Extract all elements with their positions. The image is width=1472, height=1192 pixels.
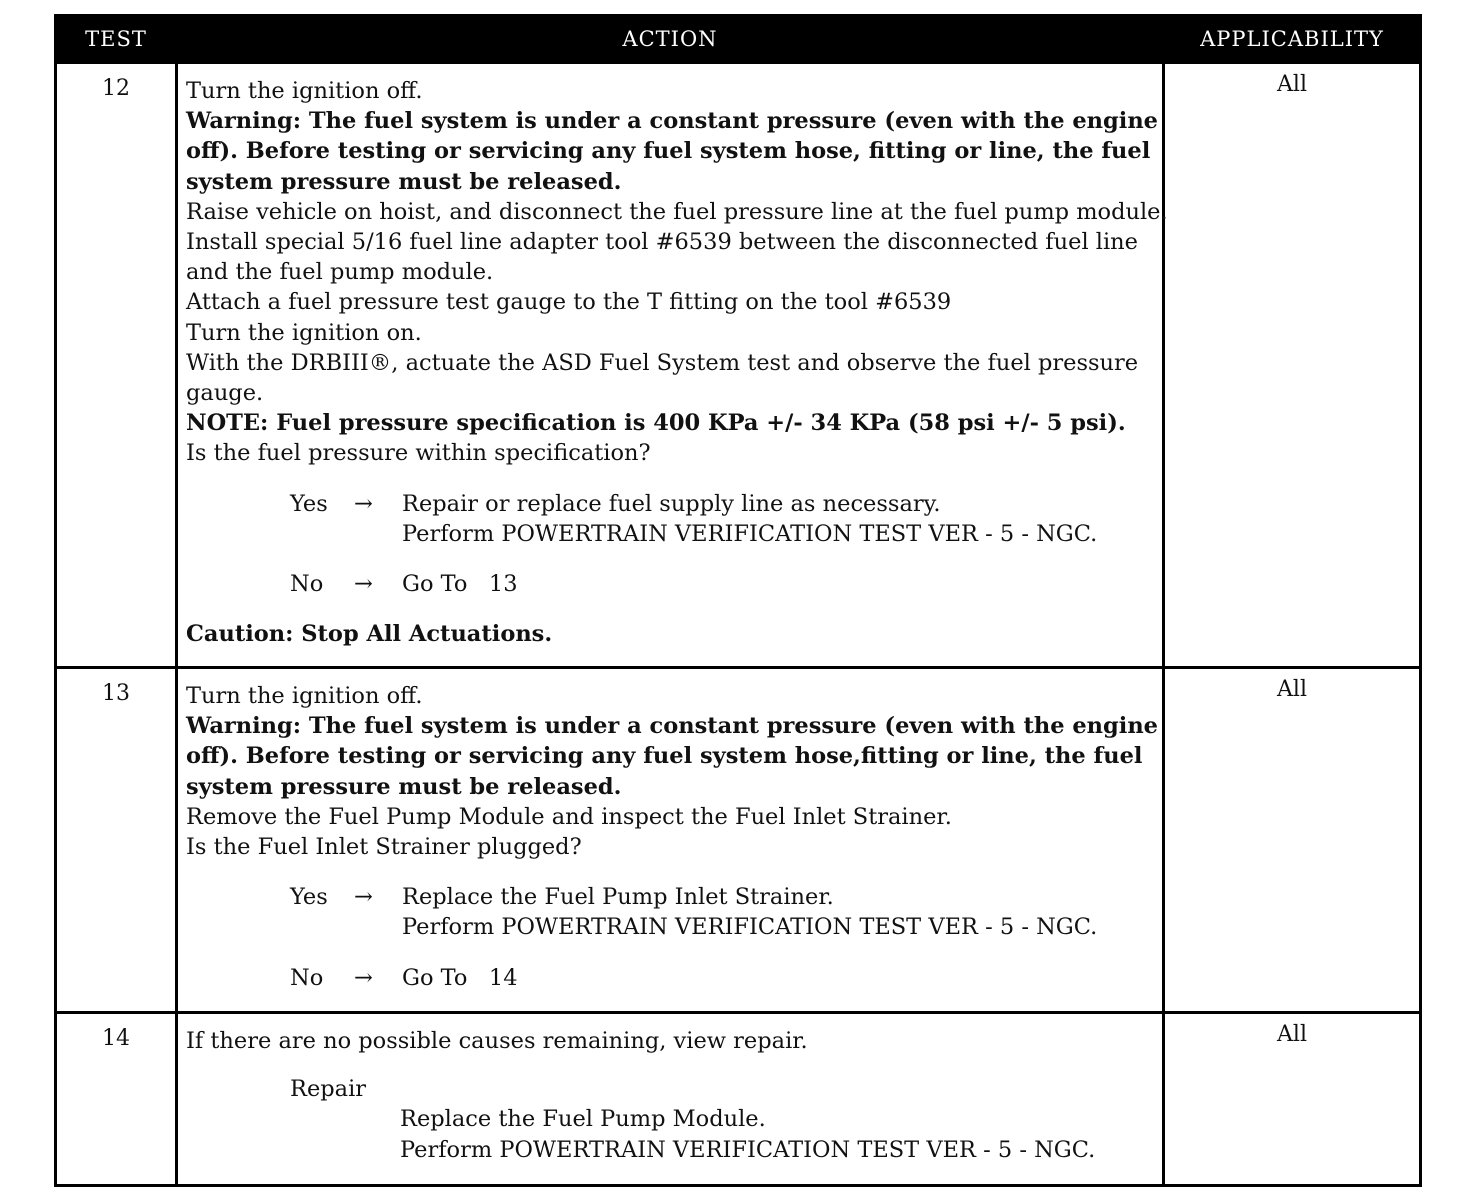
repair-label: Repair [290,1076,367,1103]
no-label: No [290,571,324,598]
yes-label: Yes [290,490,328,517]
header-test: TEST [56,16,177,63]
action-step: Install special 5/16 fuel line adapter tool #6539 between the disconnected fuel line [186,229,1138,256]
arrow-right-icon: → [354,571,373,598]
warning-text: Warning: The fuel system is under a constant pressure (even with the engine [186,713,1158,740]
no-result [290,569,1156,599]
action-step: If there are no possible causes remaining, view repair. [186,1028,808,1054]
test-number: 13 [56,668,177,1013]
warning-text: off). Before testing or servicing any fuel system hose,fitting or line, the fuel [186,743,1143,770]
header-applicability: APPLICABILITY [1164,16,1421,63]
action-step: Attach a fuel pressure test gauge to the T fitting on the tool #6539 [186,289,952,316]
go-to-link[interactable]: Go To 14 [402,964,518,991]
no-label: No [290,964,324,991]
yes-result [290,489,1156,549]
action-step: Raise vehicle on hoist, and disconnect the fuel pressure line at the fuel pump module. [186,198,1168,225]
arrow-right-icon: → [354,490,373,517]
warning-text: system pressure must be released. [186,773,622,800]
action-step: Remove the Fuel Pump Module and inspect the Fuel Inlet Strainer. [186,803,952,830]
header-action: ACTION [177,16,1164,63]
question-text: Is the Fuel Inlet Strainer plugged? [186,834,582,861]
action-step: gauge. [186,380,264,407]
yes-verification: Perform POWERTRAIN VERIFICATION TEST VER - 5 - NGC. [402,520,1098,547]
arrow-right-icon: → [354,884,373,911]
yes-verification: Perform POWERTRAIN VERIFICATION TEST VER - 5 - NGC. [402,914,1098,941]
test-number: 14 [56,1013,177,1186]
go-to-link[interactable]: Go To 13 [402,571,518,598]
no-result [290,963,1156,993]
yes-label: Yes [290,884,328,911]
warning-text: system pressure must be released. [186,168,622,195]
action-step: With the DRBIII®, actuate the ASD Fuel System test and observe the fuel pressure [186,349,1139,376]
applicability: All [1164,668,1421,1013]
diagnostic-procedure-table-wrapper [54,14,1419,1187]
yes-action: Replace the Fuel Pump Inlet Strainer. [402,884,834,911]
arrow-right-icon: → [354,964,373,991]
note-text: NOTE: Fuel pressure specification is 400 KPa +/- 34 KPa (58 psi +/- 5 psi). [186,410,1126,437]
repair-action: Replace the Fuel Pump Module. [400,1106,766,1133]
table-row-test-13 [56,668,1421,1013]
applicability: All [1164,63,1421,668]
yes-result [290,882,1156,942]
test-number: 12 [56,63,177,668]
repair-verification: Perform POWERTRAIN VERIFICATION TEST VER - 5 - NGC. [400,1136,1096,1163]
action-cell [177,1013,1164,1186]
caution-text: Caution: Stop All Actuations. [186,621,553,648]
table-header-row [56,16,1421,63]
applicability: All [1164,1013,1421,1186]
yes-action: Repair or replace fuel supply line as necessary. [402,490,941,517]
repair-block [290,1074,1156,1165]
warning-text: Warning: The fuel system is under a constant pressure (even with the engine [186,108,1158,135]
action-step: and the fuel pump module. [186,259,494,286]
table-row-test-12 [56,63,1421,668]
action-cell [177,63,1168,668]
table-row-test-14 [56,1013,1421,1186]
action-step: Turn the ignition off. [186,683,423,709]
warning-text: off). Before testing or servicing any fuel system hose, fitting or line, the fuel [186,138,1151,165]
action-cell [177,668,1164,1013]
question-text: Is the fuel pressure within specification? [186,440,651,467]
diagnostic-procedure-table [54,14,1422,1187]
action-step: Turn the ignition on. [186,319,422,346]
action-step: Turn the ignition off. [186,78,423,104]
